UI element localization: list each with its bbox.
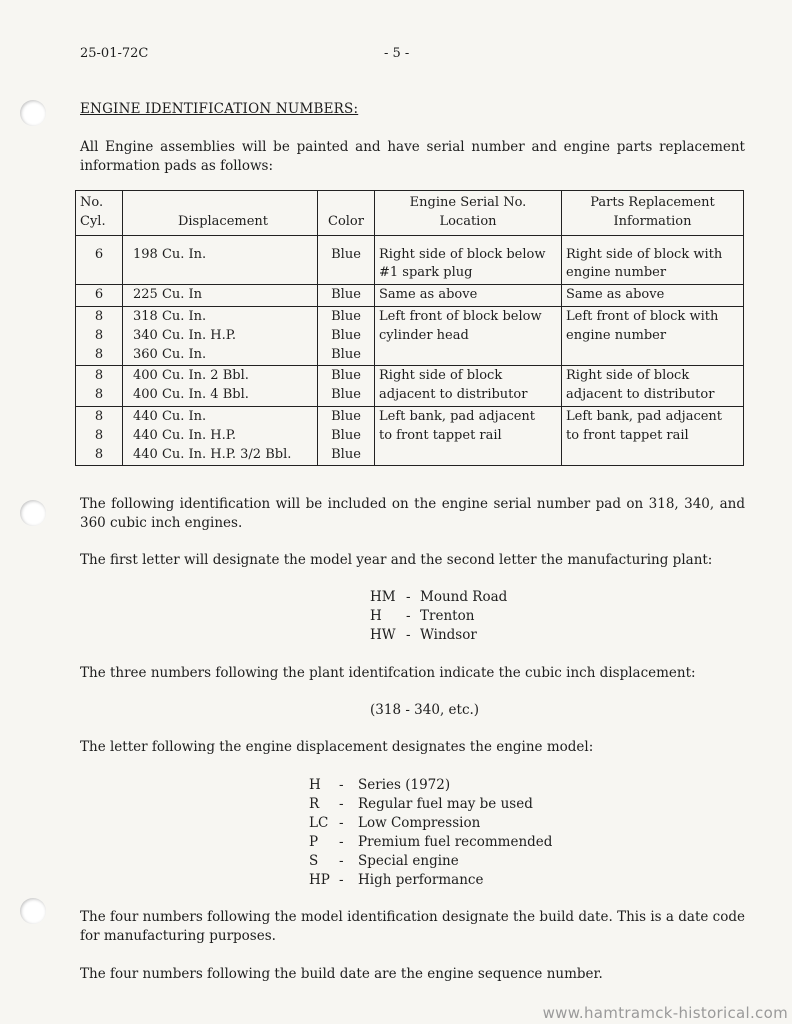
table-row xyxy=(76,366,744,407)
model-dash: - xyxy=(339,834,344,850)
cell-cyl-line: 8 xyxy=(94,446,104,462)
cell-serial-location xyxy=(375,235,562,285)
cell-parts-info-line: Right side of block with xyxy=(566,246,723,262)
header-cyl-line2: Cyl. xyxy=(80,213,106,229)
table-row xyxy=(76,406,744,465)
plant-dash: - xyxy=(406,589,411,605)
cell-serial-location-line: Right side of block below xyxy=(379,246,546,262)
displacement-example: (318 - 340, etc.) xyxy=(370,702,480,718)
cell-color-line: Blue xyxy=(331,427,361,443)
table-header-row xyxy=(76,191,744,236)
engine-identification-table xyxy=(75,190,744,466)
document-code: 25-01-72C xyxy=(80,46,149,61)
cell-serial-location xyxy=(375,285,562,307)
cell-parts-info-line: to front tappet rail xyxy=(566,427,689,443)
cell-parts-info xyxy=(562,285,744,307)
cell-displacement-line: 318 Cu. In. xyxy=(133,308,207,324)
cell-parts-info-line: Left front of block with xyxy=(566,308,719,324)
header-parts-line1: Parts Replacement xyxy=(590,195,715,210)
cell-cyl xyxy=(76,306,123,365)
model-dash: - xyxy=(339,853,344,869)
model-code: R xyxy=(309,796,320,812)
cell-displacement xyxy=(123,306,318,365)
model-code: H xyxy=(309,777,321,793)
model-desc: Series (1972) xyxy=(358,777,451,793)
model-list xyxy=(309,776,552,890)
plant-code: HW xyxy=(370,627,396,643)
plant-item xyxy=(370,588,507,607)
cell-displacement-line: 198 Cu. In. xyxy=(133,246,207,262)
model-dash: - xyxy=(339,777,344,793)
cell-cyl xyxy=(76,366,123,407)
model-desc: Special engine xyxy=(358,853,459,869)
cell-serial-location-line: cylinder head xyxy=(379,327,469,343)
cell-displacement xyxy=(123,235,318,285)
header-serial-location xyxy=(375,191,562,236)
table-row xyxy=(76,306,744,365)
cell-serial-location-line: Same as above xyxy=(379,287,478,303)
cell-serial-location xyxy=(375,406,562,465)
cell-color xyxy=(318,366,375,407)
binder-hole-top xyxy=(20,100,46,126)
cell-serial-location xyxy=(375,306,562,365)
cell-color-line: Blue xyxy=(331,446,361,462)
build-date-paragraph: The four numbers following the model identification designate the build date. This is a date code for manufacturing purposes. xyxy=(80,909,745,944)
cell-serial-location-line: Left front of block below xyxy=(379,308,542,324)
cell-color-line: Blue xyxy=(331,387,361,403)
header-cyl xyxy=(76,191,123,236)
plant-item xyxy=(370,626,507,645)
cell-color-line: Blue xyxy=(331,368,361,384)
header-serial-line1: Engine Serial No. xyxy=(409,195,527,210)
cell-cyl xyxy=(76,235,123,285)
model-item xyxy=(309,871,552,890)
cell-serial-location-line: Left bank, pad adjacent xyxy=(379,408,536,424)
cell-cyl-line: 8 xyxy=(94,427,104,443)
model-code: LC xyxy=(309,815,329,831)
header-displacement-label: Displacement xyxy=(177,213,269,229)
model-dash: - xyxy=(339,815,344,831)
model-item xyxy=(309,776,552,795)
model-desc: Regular fuel may be used xyxy=(358,796,533,812)
cell-displacement-line: 400 Cu. In. 2 Bbl. xyxy=(133,368,249,384)
model-desc: Premium fuel recommended xyxy=(358,834,553,850)
page-number: - 5 - xyxy=(384,46,410,61)
cell-cyl-line: 8 xyxy=(94,368,104,384)
model-code: HP xyxy=(309,872,330,888)
header-serial-line2: Location xyxy=(439,213,497,229)
cell-parts-info-line: Right side of block xyxy=(566,368,690,384)
plant-code: H xyxy=(370,608,382,624)
cell-parts-info xyxy=(562,306,744,365)
cell-parts-info-line: engine number xyxy=(566,327,667,343)
binder-hole-bottom xyxy=(20,898,46,924)
cell-displacement-line: 440 Cu. In. H.P. 3/2 Bbl. xyxy=(133,446,292,462)
plant-name: Windsor xyxy=(420,627,477,643)
cell-cyl-line: 6 xyxy=(94,287,104,303)
header-parts-info xyxy=(562,191,744,236)
cell-displacement-line: 225 Cu. In xyxy=(133,287,203,303)
identification-paragraph: The following identification will be included on the engine serial number pad on 318, 340, and 360 cubic inch engines. xyxy=(80,496,745,531)
cell-cyl-line: 8 xyxy=(94,308,104,324)
header-cyl-line1: No. xyxy=(80,195,104,210)
model-item xyxy=(309,795,552,814)
intro-paragraph: All Engine assemblies will be painted and have serial number and engine parts replacement information pads as follows: xyxy=(80,139,745,174)
cell-color-line: Blue xyxy=(331,346,361,362)
plant-dash: - xyxy=(406,627,411,643)
model-code: S xyxy=(309,853,319,869)
cell-parts-info xyxy=(562,366,744,407)
model-paragraph: The letter following the engine displacement designates the engine model: xyxy=(80,739,594,755)
plant-list xyxy=(370,588,507,645)
model-item xyxy=(309,852,552,871)
model-code: P xyxy=(309,834,319,850)
cell-displacement xyxy=(123,285,318,307)
numbers-paragraph: The three numbers following the plant identifcation indicate the cubic inch displacement: xyxy=(80,665,696,681)
cell-cyl-line: 8 xyxy=(94,408,104,424)
cell-color xyxy=(318,235,375,285)
model-dash: - xyxy=(339,796,344,812)
cell-displacement-line: 440 Cu. In. H.P. xyxy=(133,427,237,443)
cell-parts-info-line: adjacent to distributor xyxy=(566,387,715,403)
cell-displacement-line: 400 Cu. In. 4 Bbl. xyxy=(133,387,249,403)
cell-cyl xyxy=(76,285,123,307)
table-row xyxy=(76,235,744,285)
cell-parts-info-line: Left bank, pad adjacent xyxy=(566,408,723,424)
table-row xyxy=(76,285,744,307)
cell-cyl xyxy=(76,406,123,465)
cell-serial-location-line: Right side of block xyxy=(379,368,503,384)
cell-displacement-line: 360 Cu. In. xyxy=(133,346,207,362)
plant-name: Trenton xyxy=(420,608,475,624)
watermark: www.hamtramck-historical.com xyxy=(542,1004,788,1022)
cell-color xyxy=(318,285,375,307)
cell-serial-location-line: adjacent to distributor xyxy=(379,387,528,403)
cell-displacement-line: 340 Cu. In. H.P. xyxy=(133,327,237,343)
plant-dash: - xyxy=(406,608,411,624)
cell-cyl-line: 8 xyxy=(94,346,104,362)
plant-code: HM xyxy=(370,589,396,605)
letters-paragraph: The first letter will designate the model year and the second letter the manufacturing plant: xyxy=(80,552,713,568)
cell-parts-info xyxy=(562,235,744,285)
cell-parts-info-line: engine number xyxy=(566,265,667,281)
model-item xyxy=(309,814,552,833)
cell-displacement xyxy=(123,366,318,407)
cell-color-line: Blue xyxy=(331,246,361,262)
cell-displacement-line: 440 Cu. In. xyxy=(133,408,207,424)
header-parts-line2: Information xyxy=(613,213,692,229)
cell-serial-location xyxy=(375,366,562,407)
cell-displacement xyxy=(123,406,318,465)
cell-serial-location-line: #1 spark plug xyxy=(379,265,473,281)
cell-parts-info xyxy=(562,406,744,465)
cell-color xyxy=(318,306,375,365)
cell-color-line: Blue xyxy=(331,408,361,424)
cell-color-line: Blue xyxy=(331,308,361,324)
header-color-label: Color xyxy=(328,213,364,229)
plant-name: Mound Road xyxy=(420,589,508,605)
header-color xyxy=(318,191,375,236)
cell-color-line: Blue xyxy=(331,327,361,343)
cell-cyl-line: 8 xyxy=(94,327,104,343)
cell-serial-location-line: to front tappet rail xyxy=(379,427,502,443)
cell-parts-info-line: Same as above xyxy=(566,287,665,303)
section-title: ENGINE IDENTIFICATION NUMBERS: xyxy=(80,101,359,117)
cell-color xyxy=(318,406,375,465)
cell-cyl-line: 8 xyxy=(94,387,104,403)
cell-cyl-line: 6 xyxy=(94,246,104,262)
model-desc: High performance xyxy=(358,872,484,888)
model-item xyxy=(309,833,552,852)
binder-hole-middle xyxy=(20,500,46,526)
plant-item xyxy=(370,607,507,626)
model-dash: - xyxy=(339,872,344,888)
header-displacement xyxy=(123,191,318,236)
model-desc: Low Compression xyxy=(358,815,481,831)
cell-color-line: Blue xyxy=(331,287,361,303)
sequence-paragraph: The four numbers following the build date are the engine sequence number. xyxy=(80,966,603,982)
